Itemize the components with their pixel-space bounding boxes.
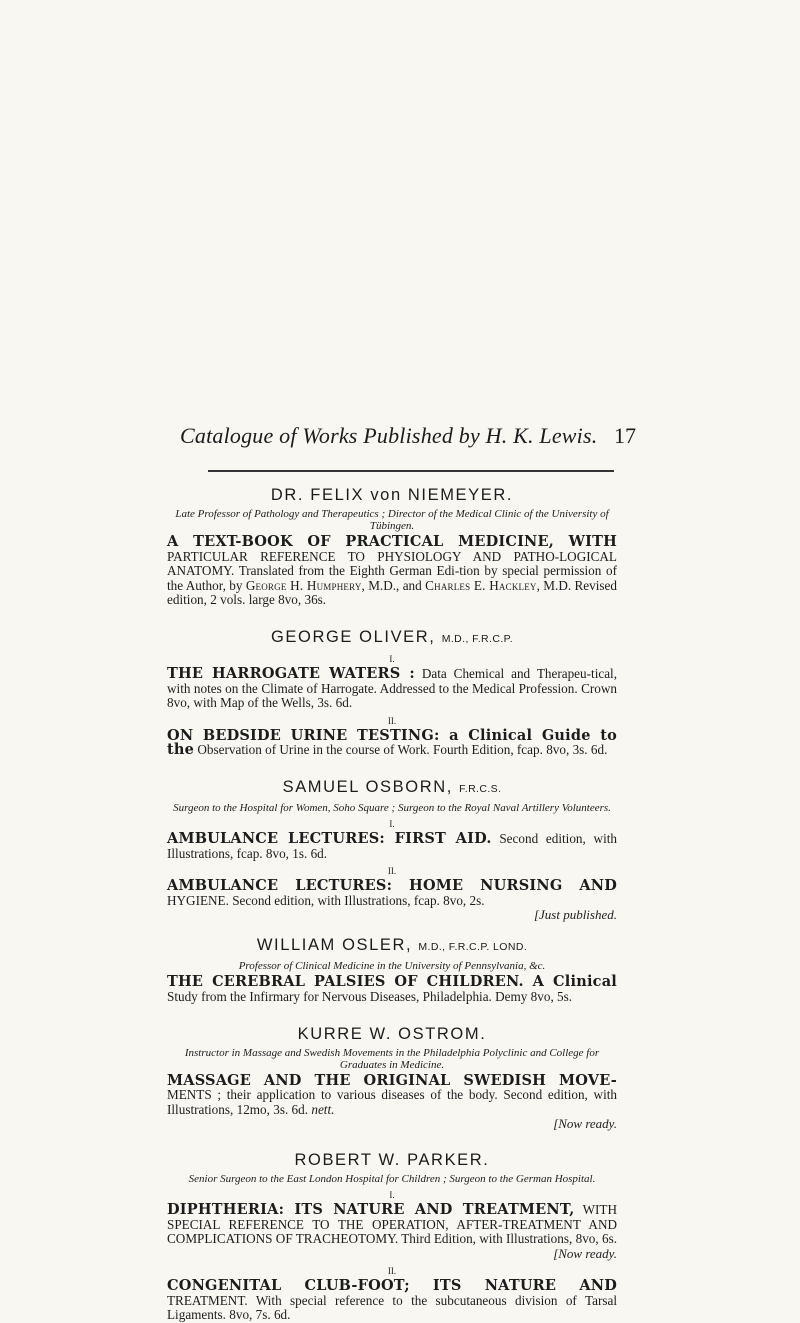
entry-number: II. [387, 715, 397, 726]
book-entry [167, 535, 617, 608]
running-title: Catalogue of Works Published by H. K. Lewis. [180, 423, 598, 448]
translator-name: Charles E. Hackley [425, 577, 537, 593]
book-entry [167, 1279, 617, 1323]
author-name: ROBERT W. PARKER. [294, 1151, 490, 1170]
section-niemeyer [167, 486, 617, 608]
author-name [167, 778, 617, 799]
author-name-text: WILLIAM OSLER, [256, 936, 413, 955]
page-number: 17 [614, 423, 636, 448]
author-role: Surgeon to the Hospital for Women, Soho Square ; Surgeon to the Royal Naval Artillery Volunteers. [173, 801, 611, 814]
book-description: PARTICULAR REFERENCE TO PHYSIOLOGY AND PATHO-LOGICAL ANATOMY. Translated from the Eighth German Edi-tion by special permission of the Author, by [167, 548, 617, 593]
book-title: MASSAGE AND THE ORIGINAL SWEDISH MOVE- [167, 1071, 617, 1089]
section-osborn [167, 778, 617, 922]
section-osler [167, 936, 617, 1004]
book-description: TREATMENT. With special reference to the subcutaneous division of Tarsal Ligaments. 8vo, 7s. 6d. [167, 1292, 617, 1323]
book-entry [167, 975, 617, 1004]
book-description: Study from the Infirmary for Nervous Diseases, Philadelphia. Demy 8vo, 5s. [167, 988, 573, 1004]
book-entry [167, 879, 617, 908]
author-name: DR. FELIX von NIEMEYER. [270, 486, 514, 504]
author-name-text: SAMUEL OSBORN, [282, 777, 453, 796]
book-description: Second edition, with Illustrations, fcap. 8vo, 1s. 6d. [167, 830, 617, 861]
translator-name: George H. Humphery [245, 577, 362, 593]
book-entry [167, 829, 617, 861]
author-qualifications: M.D., F.R.C.P. [441, 632, 514, 645]
book-title: AMBULANCE LECTURES: HOME NURSING AND [167, 877, 617, 895]
author-qualifications: F.R.C.S. [459, 782, 502, 795]
entry-number: II. [387, 866, 397, 877]
catalogue-listing [167, 480, 617, 1323]
book-description-cont: , M.D., and [361, 577, 422, 593]
book-title: CONGENITAL CLUB-FOOT; ITS NATURE AND [167, 1277, 617, 1295]
entry-number: II. [387, 1266, 397, 1277]
author-qualifications: M.D., F.R.C.P. LOND. [418, 941, 528, 954]
entry-number: I. [389, 1190, 395, 1201]
price-qualifier: nett. [311, 1101, 335, 1117]
book-entry [167, 1071, 617, 1118]
book-description-cont: , M.D. Revised edition, 2 vols. large 8vo, 36s. [167, 577, 618, 608]
author-role: Instructor in Massage and Swedish Movements in the Philadelphia Polyclinic and College for Graduates in Medicine. [184, 1046, 600, 1071]
author-name: KURRE W. OSTROM. [297, 1024, 487, 1043]
book-entry [167, 726, 617, 759]
book-entry [167, 664, 618, 711]
book-description: Observation of Urine in the course of Work. Fourth Edition, fcap. 8vo, 3s. 6d. [197, 742, 608, 758]
author-role: Senior Surgeon to the East London Hospital for Children ; Surgeon to the German Hospital. [188, 1173, 596, 1186]
author-role: Professor of Clinical Medicine in the University of Pennsylvania, &c. [238, 960, 546, 973]
header-rule [208, 470, 614, 472]
book-title: ON BEDSIDE URINE TESTING: a Clinical Guide to the [167, 726, 617, 759]
book-title: THE HARROGATE WATERS : [167, 664, 415, 682]
book-title: A TEXT-BOOK OF PRACTICAL MEDICINE, WITH [167, 533, 617, 550]
book-title: DIPHTHERIA: ITS NATURE AND TREATMENT, [167, 1201, 575, 1219]
book-title: AMBULANCE LECTURES: FIRST AID. [167, 829, 492, 847]
entry-number: I. [389, 653, 395, 664]
author-name [167, 936, 617, 957]
book-entry [167, 1203, 617, 1247]
book-description: WITH SPECIAL REFERENCE TO THE OPERATION, AFTER-TREATMENT AND COMPLICATIONS OF TRACHEOTOMY. Third Edition, with Illustrations, 8vo, 6s. [167, 1202, 617, 1247]
book-title: THE CEREBRAL PALSIES OF CHILDREN. A Clinical [167, 973, 617, 991]
availability-note: [Just published. [533, 907, 617, 923]
availability-note: [Now ready. [553, 1246, 617, 1262]
availability-note: [Now ready. [553, 1116, 617, 1132]
author-role: Late Professor of Pathology and Therapeutics ; Director of the Medical Clinic of the University of Tübingen. [175, 508, 609, 532]
book-description: Data Chemical and Therapeu-tical, with notes on the Climate of Harrogate. Addressed to the Medical Profession. Crown 8vo, with Map of the Wells, 3s. 6d. [167, 665, 618, 711]
book-description: MENTS ; their application to various diseases of the body. Second edition, with Illustrations, 12mo, 3s. 6d. [167, 1087, 617, 1117]
section-oliver [167, 628, 617, 758]
author-name [167, 628, 617, 649]
entry-number: I. [389, 818, 395, 829]
section-parker [167, 1151, 617, 1323]
book-description: HYGIENE. Second edition, with Illustrations, fcap. 8vo, 2s. [167, 892, 485, 908]
section-ostrom [167, 1025, 617, 1132]
author-name-text: GEORGE OLIVER, [270, 627, 436, 646]
